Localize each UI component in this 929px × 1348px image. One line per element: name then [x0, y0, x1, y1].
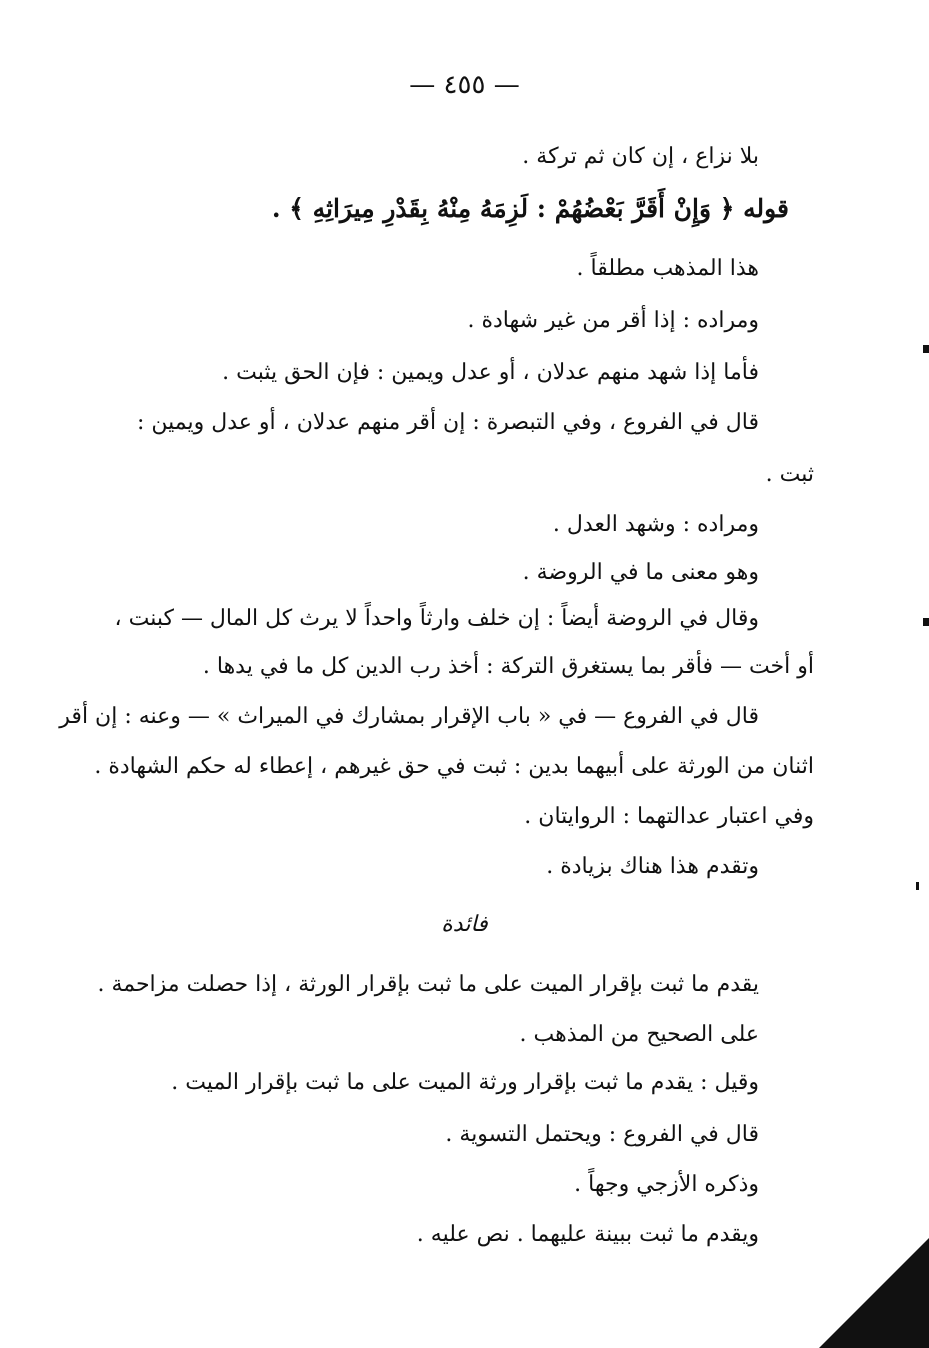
text-line-11: أو أخت — فأقر بما يستغرق التركة : أخذ رب الدين كل ما في يدها .	[202, 654, 814, 679]
scan-corner-shadow	[819, 1238, 929, 1348]
text-line-17: على الصحيح من المذهب .	[519, 1022, 759, 1047]
text-line-5: فأما إذا شهد منهم عدلان ، أو عدل ويمين : فإن الحق يثبت .	[222, 360, 759, 385]
text-line-12: قال في الفروع — في « باب الإقرار بمشارك في الميراث » — وعنه : إن أقر	[59, 704, 759, 729]
text-line-14: وفي اعتبار عدالتهما : الروايتان .	[524, 804, 814, 829]
text-line-1: بلا نزاع ، إن كان ثم تركة .	[522, 144, 759, 169]
margin-mark	[916, 882, 919, 890]
text-line-2: قوله ﴿ وَإِنْ أَقَرَّ بَعْضُهُمْ : لَزِمَهُ مِنْهُ بِقَدْرِ مِيرَاثِهِ ﴾ .	[271, 194, 789, 223]
text-line-3: هذا المذهب مطلقاً .	[576, 256, 759, 281]
text-line-19: قال في الفروع : ويحتمل التسوية .	[445, 1122, 759, 1147]
text-line-16: يقدم ما ثبت بإقرار الميت على ما ثبت بإقرار الورثة ، إذا حصلت مزاحمة .	[97, 972, 759, 997]
text-line-13: اثنان من الورثة على أبيهما بدين : ثبت في حق غيرهم ، إعطاء له حكم الشهادة .	[94, 754, 814, 779]
text-line-4: ومراده : إذا أقر من غير شهادة .	[467, 308, 759, 333]
text-line-7: ثبت .	[765, 462, 814, 487]
text-line-10: وقال في الروضة أيضاً : إن خلف وارثاً واحداً لا يرث كل المال — كبنت ،	[114, 606, 759, 631]
text-line-21: ويقدم ما ثبت ببينة عليهما . نص عليه .	[416, 1222, 759, 1247]
page-number: — ٤٥٥ —	[409, 70, 520, 100]
text-line-15: وتقدم هذا هناك بزيادة .	[546, 854, 759, 879]
margin-mark	[923, 618, 929, 626]
margin-mark	[923, 345, 929, 353]
text-line-8: ومراده : وشهد العدل .	[552, 512, 759, 537]
text-line-6: قال في الفروع ، وفي التبصرة : إن أقر منهم عدلان ، أو عدل ويمين :	[137, 410, 759, 435]
text-line-9: وهو معنى ما في الروضة .	[522, 560, 759, 585]
section-title: فائدة	[441, 912, 488, 937]
text-line-20: وذكره الأزجي وجهاً .	[574, 1172, 759, 1197]
text-line-18: وقيل : يقدم ما ثبت بإقرار ورثة الميت على ما ثبت بإقرار الميت .	[171, 1070, 759, 1095]
